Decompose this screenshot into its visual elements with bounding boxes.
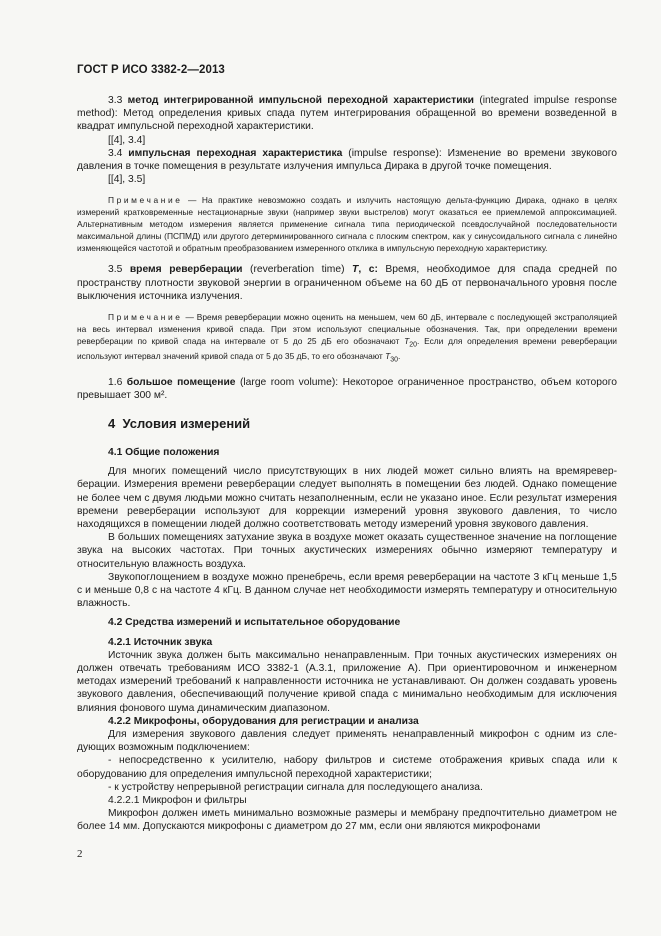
- note-1: Примечание — На практике невозможно создать и излучить настоящую дельта-функцию Дирака, однако в целях измерений кратковременные нестационарные звуки (например звуки выстрелов) могут оказаться ее приемлемой аппроксимацией. Альтернативным методом измерения является применение сигнала типа периодической псевдослучайной последовательности максимальной длины (ПСПМД) или другого детерминированного сигнала с плоским спектром, как у синусоидального сигнала с линейно изменяющейся частотой и обратным преобразованием измеренного отклика в импульсную переходную характеристику.: [77, 195, 618, 253]
- subsection-heading-4-2-1: 4.2.1 Источник звука: [108, 636, 213, 648]
- paragraph: Звукопоглощением в воздухе можно пренебречь, если время реверберации на частоте 3 кГц меньше 1,5 с и меньше 0,8 с на частоте 4 кГц. В данном случае нет необходимости измерять температуру и относительную влажность.: [77, 571, 617, 610]
- term-bold: большое помещение: [126, 376, 236, 388]
- term-bold: время реверберации: [129, 264, 243, 276]
- paragraph: Источник звука должен быть максимально ненаправленным. При точных акустических измерениях он должен отвечать требованиям ИСО 3382-1 (А.3.1, приложение А). При ориентировочном и инженерном методах измерений требований к направленности источника не устанавливают. Он должен создавать уровень звукового давления, обеспечивающий получение кривой спада с минимально необходимым для исключения влияния фонового шума динамическим диапазоном.: [77, 649, 617, 714]
- note-label: Примечание: [108, 312, 183, 323]
- section-heading-4: 4 Условия измерений: [108, 415, 251, 431]
- paragraph: Для измерения звукового давления следует применять ненаправленный микрофон с одним из следующих возможным подключением:: [77, 729, 617, 754]
- paragraph: Для многих помещений число присутствующих в них людей может сильно влиять на времяреверберации. Измерения времени реверберации следует выполнять в помещении без людей. Однако помещение не более чем с двумя людьми можно считать незаполненным, если не указано иное. Если результат измерения времени реверберации используют для коррекции измерений уровня звукового давления, то число находящихся в помещении людей должно соответствовать методу измерений уровня звукового давления.: [77, 466, 617, 530]
- subsection-heading-4-1: 4.1 Общие положения: [108, 446, 220, 458]
- reference: [[4], 3.5]: [108, 174, 146, 186]
- subsection-heading-4-2-2-1: 4.2.2.1 Микрофон и фильтры: [108, 795, 247, 807]
- term-bold: метод интегрированной импульсной переходной характеристики: [127, 95, 475, 106]
- list-item: - к устройству непрерывной регистрации сигнала для последующего анализа.: [108, 781, 483, 793]
- term-bold: импульсная переходная характеристика: [128, 147, 343, 159]
- paragraph: Микрофон должен иметь минимально возможные размеры и мембрану предпочтительно диаметром не более 14 мм. Допускаются микрофоны с диаметром до 27 мм, если они являются микрофонами: [77, 808, 617, 833]
- paragraph: В больших помещениях затухание звука в воздухе может оказать существенное значение на поглощение звука на высоких частотах. При точных акустических измерениях обычно измеряют температуру и относительную влажность воздуха.: [77, 532, 617, 570]
- definition-3-5: 3.5 время реверберации (reverberation time) T, с: Время, необходимое для спада средней по пространству плотности звуковой энергии в ограниченном объеме на 60 дБ от первоначального уровня после выключения источника излучения.: [77, 264, 617, 302]
- definition-3-4: 3.4 импульсная переходная характеристика (impulse response): Изменение во времени звукового давления в точке помещения в результате излучения импульса Дирака в другой точке помещения.: [77, 147, 617, 173]
- note-label: Примечание: [108, 195, 183, 206]
- document-body: [77, 94, 617, 834]
- definition-3-3: 3.3 метод интегрированной импульсной переходной характеристики (integrated impulse response method): Метод определения кривых спада путем интегрирования обращенной во времени возведенной в квадрат импульсной переходной характеристики.: [77, 95, 617, 133]
- note-2: Примечание — Время реверберации можно оценить на меньшем, чем 60 дБ, интервале с последующей экстраполяцией на весь интервал изменения кривой спада. При этом используют специальные обозначения. Так, при определении времени реверберации по кривой спада на интервале от 5 до 25 дБ его обозначают $T_{20}$. Если для определения времени реверберации используют интервал значений кривой спада от 5 до 35 дБ, то его обозначают $T_{30}$.: [77, 312, 617, 364]
- page-number: 2: [77, 848, 83, 860]
- reference: [[4], 3.4]: [108, 134, 146, 146]
- standard-header: ГОСТ Р ИСО 3382-2—2013: [77, 64, 225, 76]
- subsection-heading-4-2: 4.2 Средства измерений и испытательное оборудование: [108, 617, 401, 629]
- definition-1-6: 1.6 большое помещение (large room volume): Некоторое ограниченное пространство, объем которого превышает 300 м².: [77, 376, 617, 401]
- subsection-heading-4-2-2: 4.2.2 Микрофоны, оборудования для регистрации и анализа: [108, 715, 419, 727]
- list-item: - непосредственно к усилителю, набору фильтров и системе отображения кривых спада или к оборудованию для определения импульсной переходной характеристики;: [77, 755, 617, 780]
